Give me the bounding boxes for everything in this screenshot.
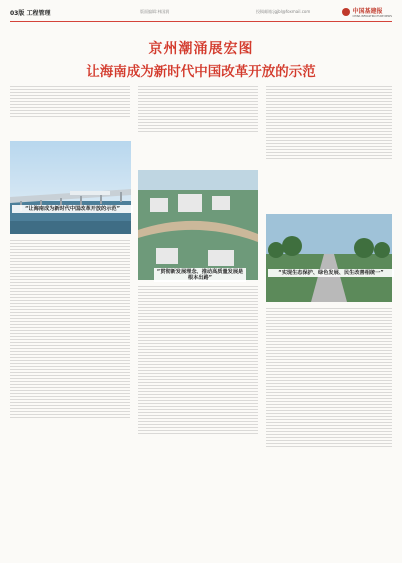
editor-info: 版面编辑:林国润 — [140, 9, 170, 14]
email-info: 投稿邮箱:jgjbl@foxmail.com — [256, 9, 311, 14]
article-col-mid-upper — [138, 84, 258, 166]
photo-bridge — [10, 141, 131, 234]
photo-road — [266, 214, 392, 302]
brand-mark-icon — [342, 8, 350, 16]
headline — [0, 38, 402, 80]
road-illustration — [266, 214, 392, 302]
headline-line2: 让海南成为新时代中国改革开放的示范 — [86, 64, 316, 80]
article-col-left-upper — [10, 84, 130, 138]
page-label: 03版 工程管理 — [10, 10, 51, 17]
brand-subtitle: CHINA INFRASTRUCTURE NEWS — [352, 15, 392, 18]
photo-campus — [138, 170, 258, 280]
article-col-mid-lower — [138, 284, 258, 556]
article-col-right-upper — [266, 84, 392, 214]
article-col-right-lower — [266, 306, 392, 556]
page-header — [10, 6, 392, 20]
photo1-caption: “让海南成为新时代中国改革开放的示范” — [12, 205, 133, 213]
photo3-caption: “实现生态保护、绿色发展、民生改善相统一” — [268, 269, 394, 277]
brand-logo — [342, 6, 392, 18]
photo2-caption — [154, 268, 246, 282]
brand-name: 中国基建报 — [352, 8, 383, 15]
photo2-caption-text: “贯彻新发展理念、推动高质量发展是根本出路” — [156, 269, 244, 281]
bridge-illustration — [10, 141, 131, 234]
campus-illustration — [138, 170, 258, 280]
article-col-left-lower — [10, 238, 130, 556]
headline-line1: 京州潮涌展宏图 — [148, 41, 254, 57]
header-rule — [10, 21, 392, 22]
